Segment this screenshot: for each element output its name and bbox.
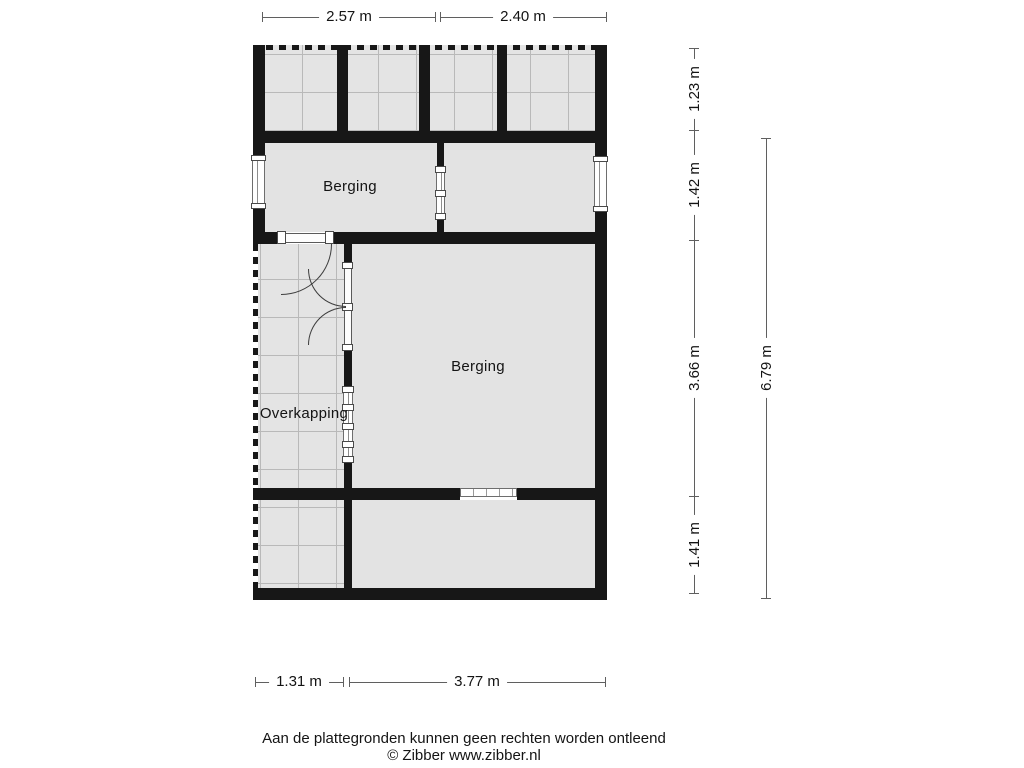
window-cap <box>435 213 446 220</box>
wall-outer-left <box>253 45 265 244</box>
open-edge-top <box>253 45 607 50</box>
wall-shed-divider-2 <box>419 45 430 143</box>
wall-bottom <box>253 588 607 600</box>
room-label-berging-main: Berging <box>451 358 505 375</box>
window-cap <box>342 386 354 393</box>
window-cap <box>251 203 266 209</box>
wall-horizontal-1 <box>253 131 607 143</box>
window-cap <box>593 156 608 162</box>
wall-shed-divider-1 <box>337 45 348 143</box>
window-right <box>594 158 607 210</box>
window-cap <box>435 166 446 173</box>
wall-overkapping-b <box>344 345 352 388</box>
dimension-label: 1.41 m <box>686 515 704 575</box>
dimension-label: 2.40 m <box>493 8 553 26</box>
wall-horizontal-3-left <box>253 488 460 500</box>
bottom-room-floor <box>352 500 595 588</box>
door-hinge <box>342 344 353 351</box>
berging-small-floor <box>265 143 595 232</box>
window-left <box>252 157 265 207</box>
wall-overkapping-c <box>344 462 352 600</box>
dimension-label: 6.79 m <box>758 338 776 398</box>
wall-outer-right <box>595 45 607 600</box>
wall-overkapping-a <box>344 244 352 263</box>
door-hinge <box>342 262 353 269</box>
dimension-label: 1.42 m <box>686 155 704 215</box>
dimension-label: 1.23 m <box>686 59 704 119</box>
room-label-berging-small: Berging <box>323 178 377 195</box>
door-hinge <box>277 231 286 244</box>
window-cap <box>342 456 354 463</box>
wall-horizontal-3-right <box>517 488 607 500</box>
window-cap <box>342 423 354 430</box>
open-edge-left <box>253 244 258 588</box>
dimension-label: 1.31 m <box>269 673 329 691</box>
window-cap <box>251 155 266 161</box>
footer-credit: © Zibber www.zibber.nl <box>387 747 541 764</box>
wall-horizontal-2-left <box>253 232 278 244</box>
dimension-label: 2.57 m <box>319 8 379 26</box>
room-label-overkapping: Overkapping <box>259 405 349 422</box>
dimension-label: 3.77 m <box>447 673 507 691</box>
window-cap <box>342 441 354 448</box>
dimension-label: 3.66 m <box>686 338 704 398</box>
wall-horizontal-2-right <box>333 232 607 244</box>
wall-shed-divider-3 <box>497 45 507 143</box>
window-cap <box>593 206 608 212</box>
door-hinge <box>325 231 334 244</box>
footer-disclaimer: Aan de plattegronden kunnen geen rechten worden ontleend <box>262 730 666 747</box>
window-cap <box>435 190 446 197</box>
window-bottom-wall <box>460 488 517 497</box>
